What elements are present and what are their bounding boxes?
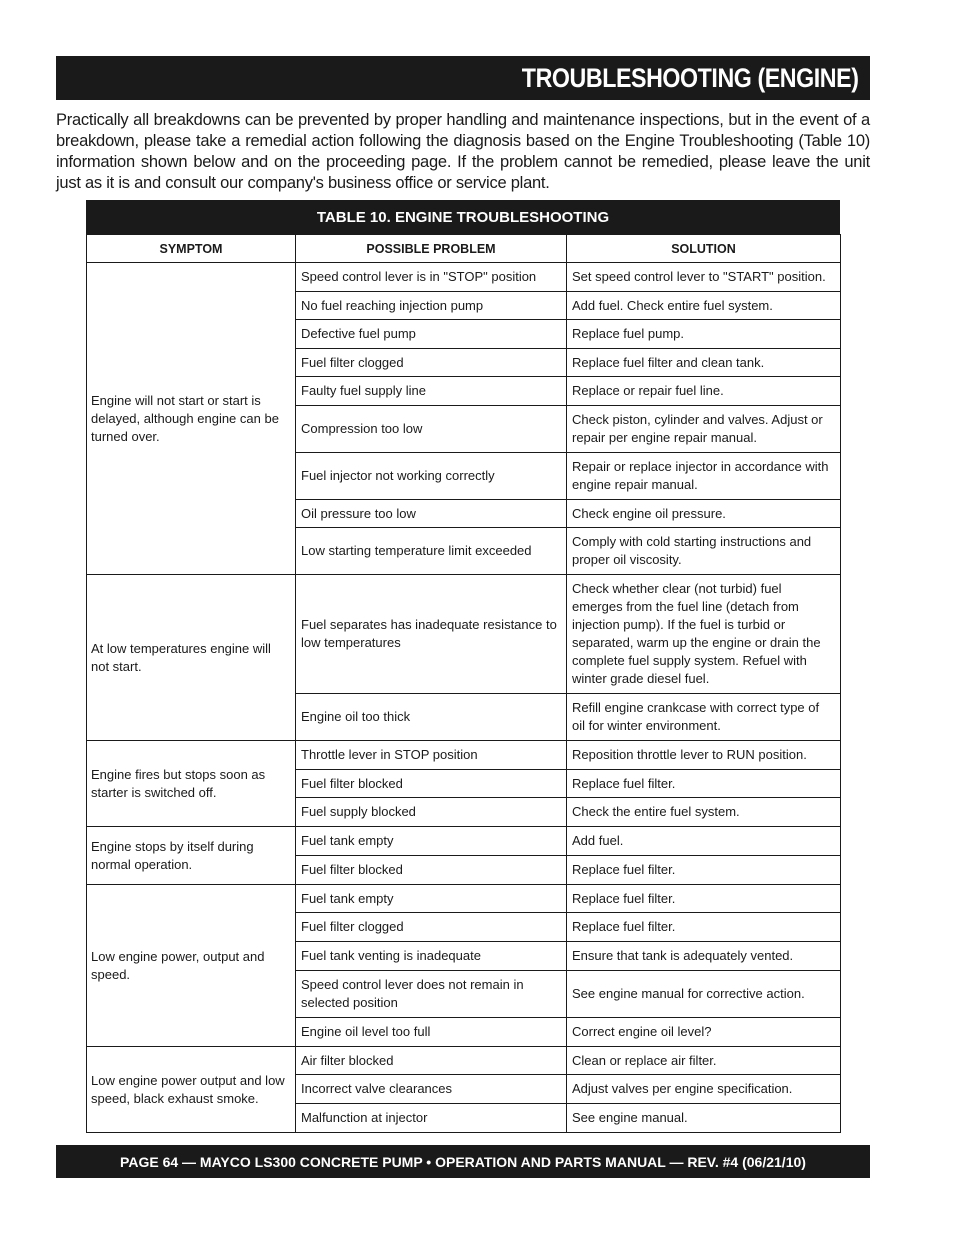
solution-cell: Check whether clear (not turbid) fuel emerges from the fuel line (detach from injection pump). If the fuel is turbid or separated, warm up the engine or drain the complete fuel supply system. Refuel with winter grade diesel fuel. — [567, 575, 841, 694]
table-row — [87, 827, 841, 856]
table-row — [87, 263, 841, 292]
solution-cell: Replace fuel filter. — [567, 885, 841, 913]
intro-paragraph: Practically all breakdowns can be prevented by proper handling and maintenance inspections, but in the event of a breakdown, please take a remedial action following the diagnosis based on the Engine Troubleshooting (Table 10) information shown below and on the proceeding page. If the problem cannot be remedied, please leave the unit just as it is and consult our company's business office or service plant. — [56, 111, 870, 192]
problem-cell: Incorrect valve clearances — [296, 1075, 567, 1104]
solution-cell: Replace fuel filter. — [567, 770, 841, 798]
symptom-cell: Low engine power output and low speed, black exhaust smoke. — [87, 1047, 296, 1133]
problem-cell: Engine oil level too full — [296, 1018, 567, 1047]
problem-cell: Fuel filter clogged — [296, 349, 567, 377]
solution-cell: Adjust valves per engine specification. — [567, 1075, 841, 1104]
problem-cell: Fuel tank empty — [296, 885, 567, 913]
problem-cell: Air filter blocked — [296, 1047, 567, 1075]
solution-cell: Repair or replace injector in accordance with engine repair manual. — [567, 453, 841, 500]
problem-cell: Malfunction at injector — [296, 1104, 567, 1133]
solution-cell: Replace fuel filter and clean tank. — [567, 349, 841, 377]
problem-cell: Speed control lever does not remain in selected position — [296, 971, 567, 1018]
page-title-bar — [56, 56, 870, 100]
page-footer — [56, 1145, 870, 1178]
solution-cell: Correct engine oil level? — [567, 1018, 841, 1047]
problem-cell: Compression too low — [296, 406, 567, 453]
table-header-row — [87, 235, 841, 263]
problem-cell: Oil pressure too low — [296, 500, 567, 528]
column-header-possible-problem: POSSIBLE PROBLEM — [296, 235, 567, 263]
problem-cell: No fuel reaching injection pump — [296, 292, 567, 320]
problem-cell: Low starting temperature limit exceeded — [296, 528, 567, 575]
solution-cell: Refill engine crankcase with correct type of oil for winter environment. — [567, 694, 841, 741]
troubleshooting-table — [86, 234, 841, 1133]
solution-cell: Check piston, cylinder and valves. Adjust or repair per engine repair manual. — [567, 406, 841, 453]
solution-cell: Add fuel. — [567, 827, 841, 856]
symptom-cell: At low temperatures engine will not start. — [87, 575, 296, 741]
table-row — [87, 885, 841, 913]
solution-cell: Ensure that tank is adequately vented. — [567, 942, 841, 971]
footer-text: PAGE 64 — MAYCO LS300 CONCRETE PUMP • OPERATION AND PARTS MANUAL — REV. #4 (06/21/10) — [120, 1153, 806, 1170]
symptom-cell: Engine fires but stops soon as starter is switched off. — [87, 741, 296, 827]
table-row — [87, 575, 841, 694]
problem-cell: Faulty fuel supply line — [296, 377, 567, 406]
symptom-cell: Low engine power, output and speed. — [87, 885, 296, 1047]
problem-cell: Fuel tank venting is inadequate — [296, 942, 567, 971]
problem-cell: Defective fuel pump — [296, 320, 567, 349]
problem-cell: Fuel filter blocked — [296, 770, 567, 798]
solution-cell: Replace fuel filter. — [567, 856, 841, 885]
problem-cell: Fuel separates has inadequate resistance to low temperatures — [296, 575, 567, 694]
page-title: TROUBLESHOOTING (ENGINE) — [521, 62, 858, 93]
solution-cell: Comply with cold starting instructions and proper oil viscosity. — [567, 528, 841, 575]
solution-cell: See engine manual for corrective action. — [567, 971, 841, 1018]
solution-cell: Set speed control lever to "START" position. — [567, 263, 841, 292]
solution-cell: Replace or repair fuel line. — [567, 377, 841, 406]
symptom-cell: Engine stops by itself during normal operation. — [87, 827, 296, 885]
problem-cell: Fuel injector not working correctly — [296, 453, 567, 500]
problem-cell: Fuel supply blocked — [296, 798, 567, 827]
solution-cell: Replace fuel pump. — [567, 320, 841, 349]
problem-cell: Speed control lever is in "STOP" position — [296, 263, 567, 292]
problem-cell: Fuel filter clogged — [296, 913, 567, 942]
solution-cell: Clean or replace air filter. — [567, 1047, 841, 1075]
table-body — [87, 263, 841, 1133]
solution-cell: Check the entire fuel system. — [567, 798, 841, 827]
solution-cell: Reposition throttle lever to RUN position. — [567, 741, 841, 770]
problem-cell: Fuel filter blocked — [296, 856, 567, 885]
problem-cell: Throttle lever in STOP position — [296, 741, 567, 770]
symptom-cell: Engine will not start or start is delayed, although engine can be turned over. — [87, 263, 296, 575]
solution-cell: See engine manual. — [567, 1104, 841, 1133]
solution-cell: Replace fuel filter. — [567, 913, 841, 942]
troubleshooting-table-container — [86, 200, 840, 1133]
table-title: TABLE 10. ENGINE TROUBLESHOOTING — [86, 200, 840, 234]
column-header-symptom: SYMPTOM — [87, 235, 296, 263]
problem-cell: Fuel tank empty — [296, 827, 567, 856]
solution-cell: Check engine oil pressure. — [567, 500, 841, 528]
solution-cell: Add fuel. Check entire fuel system. — [567, 292, 841, 320]
table-row — [87, 1047, 841, 1075]
table-row — [87, 741, 841, 770]
problem-cell: Engine oil too thick — [296, 694, 567, 741]
column-header-solution: SOLUTION — [567, 235, 841, 263]
